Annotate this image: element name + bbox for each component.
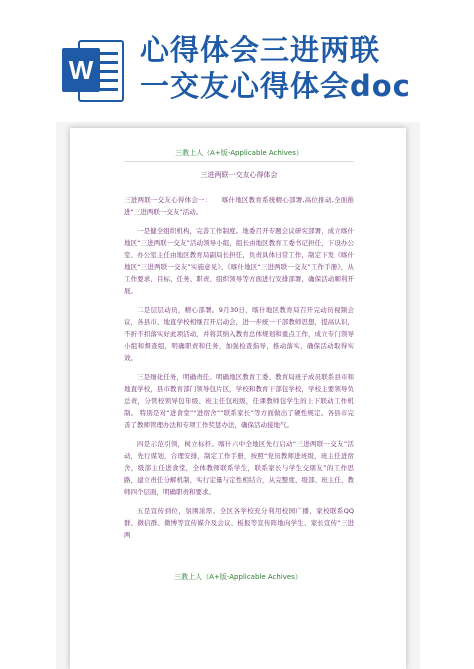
document-title-line-1: 心得体会三进两联: [140, 33, 381, 67]
body-paragraph: 三是细化任务，明确责任。明确地区教育工委、教育局班子成员联系县市和地直学校，县市教育部门领导包片区，学校和教育干部包学校，学校主要领导负总责，分管校领导包年级、班主任包班级，任课教师包学生的上下联动工作机制。 特别是对“进食堂”“进宿舍”“联系家长”等方面做出了硬性规定。各县市完善了教师管理办法和专项工作奖惩办法，确保活动接地气。: [124, 373, 354, 429]
banner: [0, 0, 474, 118]
document-heading: 三进两联一交友心得体会: [200, 171, 278, 179]
document-title: [140, 32, 470, 104]
header-link[interactable]: 三教上人（A+版-Applicable Achives）: [175, 149, 303, 157]
body-paragraph: 一是健全组织机构，完善工作制度。地委召开专题会议研究部署，成立喀什地区“三进两联一交友”活动领导小组，组长由地区教育工委书记担任，下设办公室、办公室主任由地区教育局副局长担任，负责具体日常工作，制定下发《喀什地区“三进两联一交友”实施意见》、《喀什地区“三进两联一交友”工作手册》，从工作要求、目标、任务、职责、组织领导等方面进行安排部署，确保活动顺利开展。: [124, 227, 354, 295]
body-paragraph: 五是宣传到位，氛围浓厚。全区各学校充分利用校园广播、家校联系QQ群、微信群、微博等宣传媒介及会议、板报等宣传阵地向学生、家长宣传“三进两: [124, 507, 354, 539]
body-paragraph: 四是示范引领，树立标杆。喀什六中全地区先行启动“三进两联一交友”活动，先行谋划，合理安排，制定工作手册，按照“党员教师进班级，班主任进宿舍，级部主任进食堂，全体教师联系学生，联系家长与学生交朋友”的工作思路，建立责任分解机制，实行定量与定性相结合，从完整度、级部、班主任、教师四个层面，明确职责和要求。: [124, 440, 354, 496]
document-body: [124, 194, 354, 541]
footer-link[interactable]: 三教上人（A+版-Applicable Achives）: [174, 573, 302, 581]
document-page: [70, 128, 406, 669]
document-title-line-2: 一交友心得体会doc: [140, 69, 411, 103]
word-letter-badge: W: [62, 48, 100, 92]
body-paragraph: 二是层层动员，精心部署。9月30日，喀什地区教育局召开完动员视频会议，各县市、地直学校相继召开启动会，进一步统一干部教师思想，提高认识，不折不扣落实好此项活动，并将其纳入教育总体规划和重点工作，成立专门领导小组和督查组，明确职责和任务，加强检查指导，推动落实，确保活动取得实效。: [124, 306, 354, 362]
word-document-icon: [62, 38, 126, 104]
body-paragraph: 三进两联一交友心得体会一： 喀什地区教育系统精心部署,高位推动,全面推进“三进两联一交友”活动。: [124, 196, 354, 216]
document-content: [124, 148, 354, 548]
header-divider: [124, 161, 354, 162]
